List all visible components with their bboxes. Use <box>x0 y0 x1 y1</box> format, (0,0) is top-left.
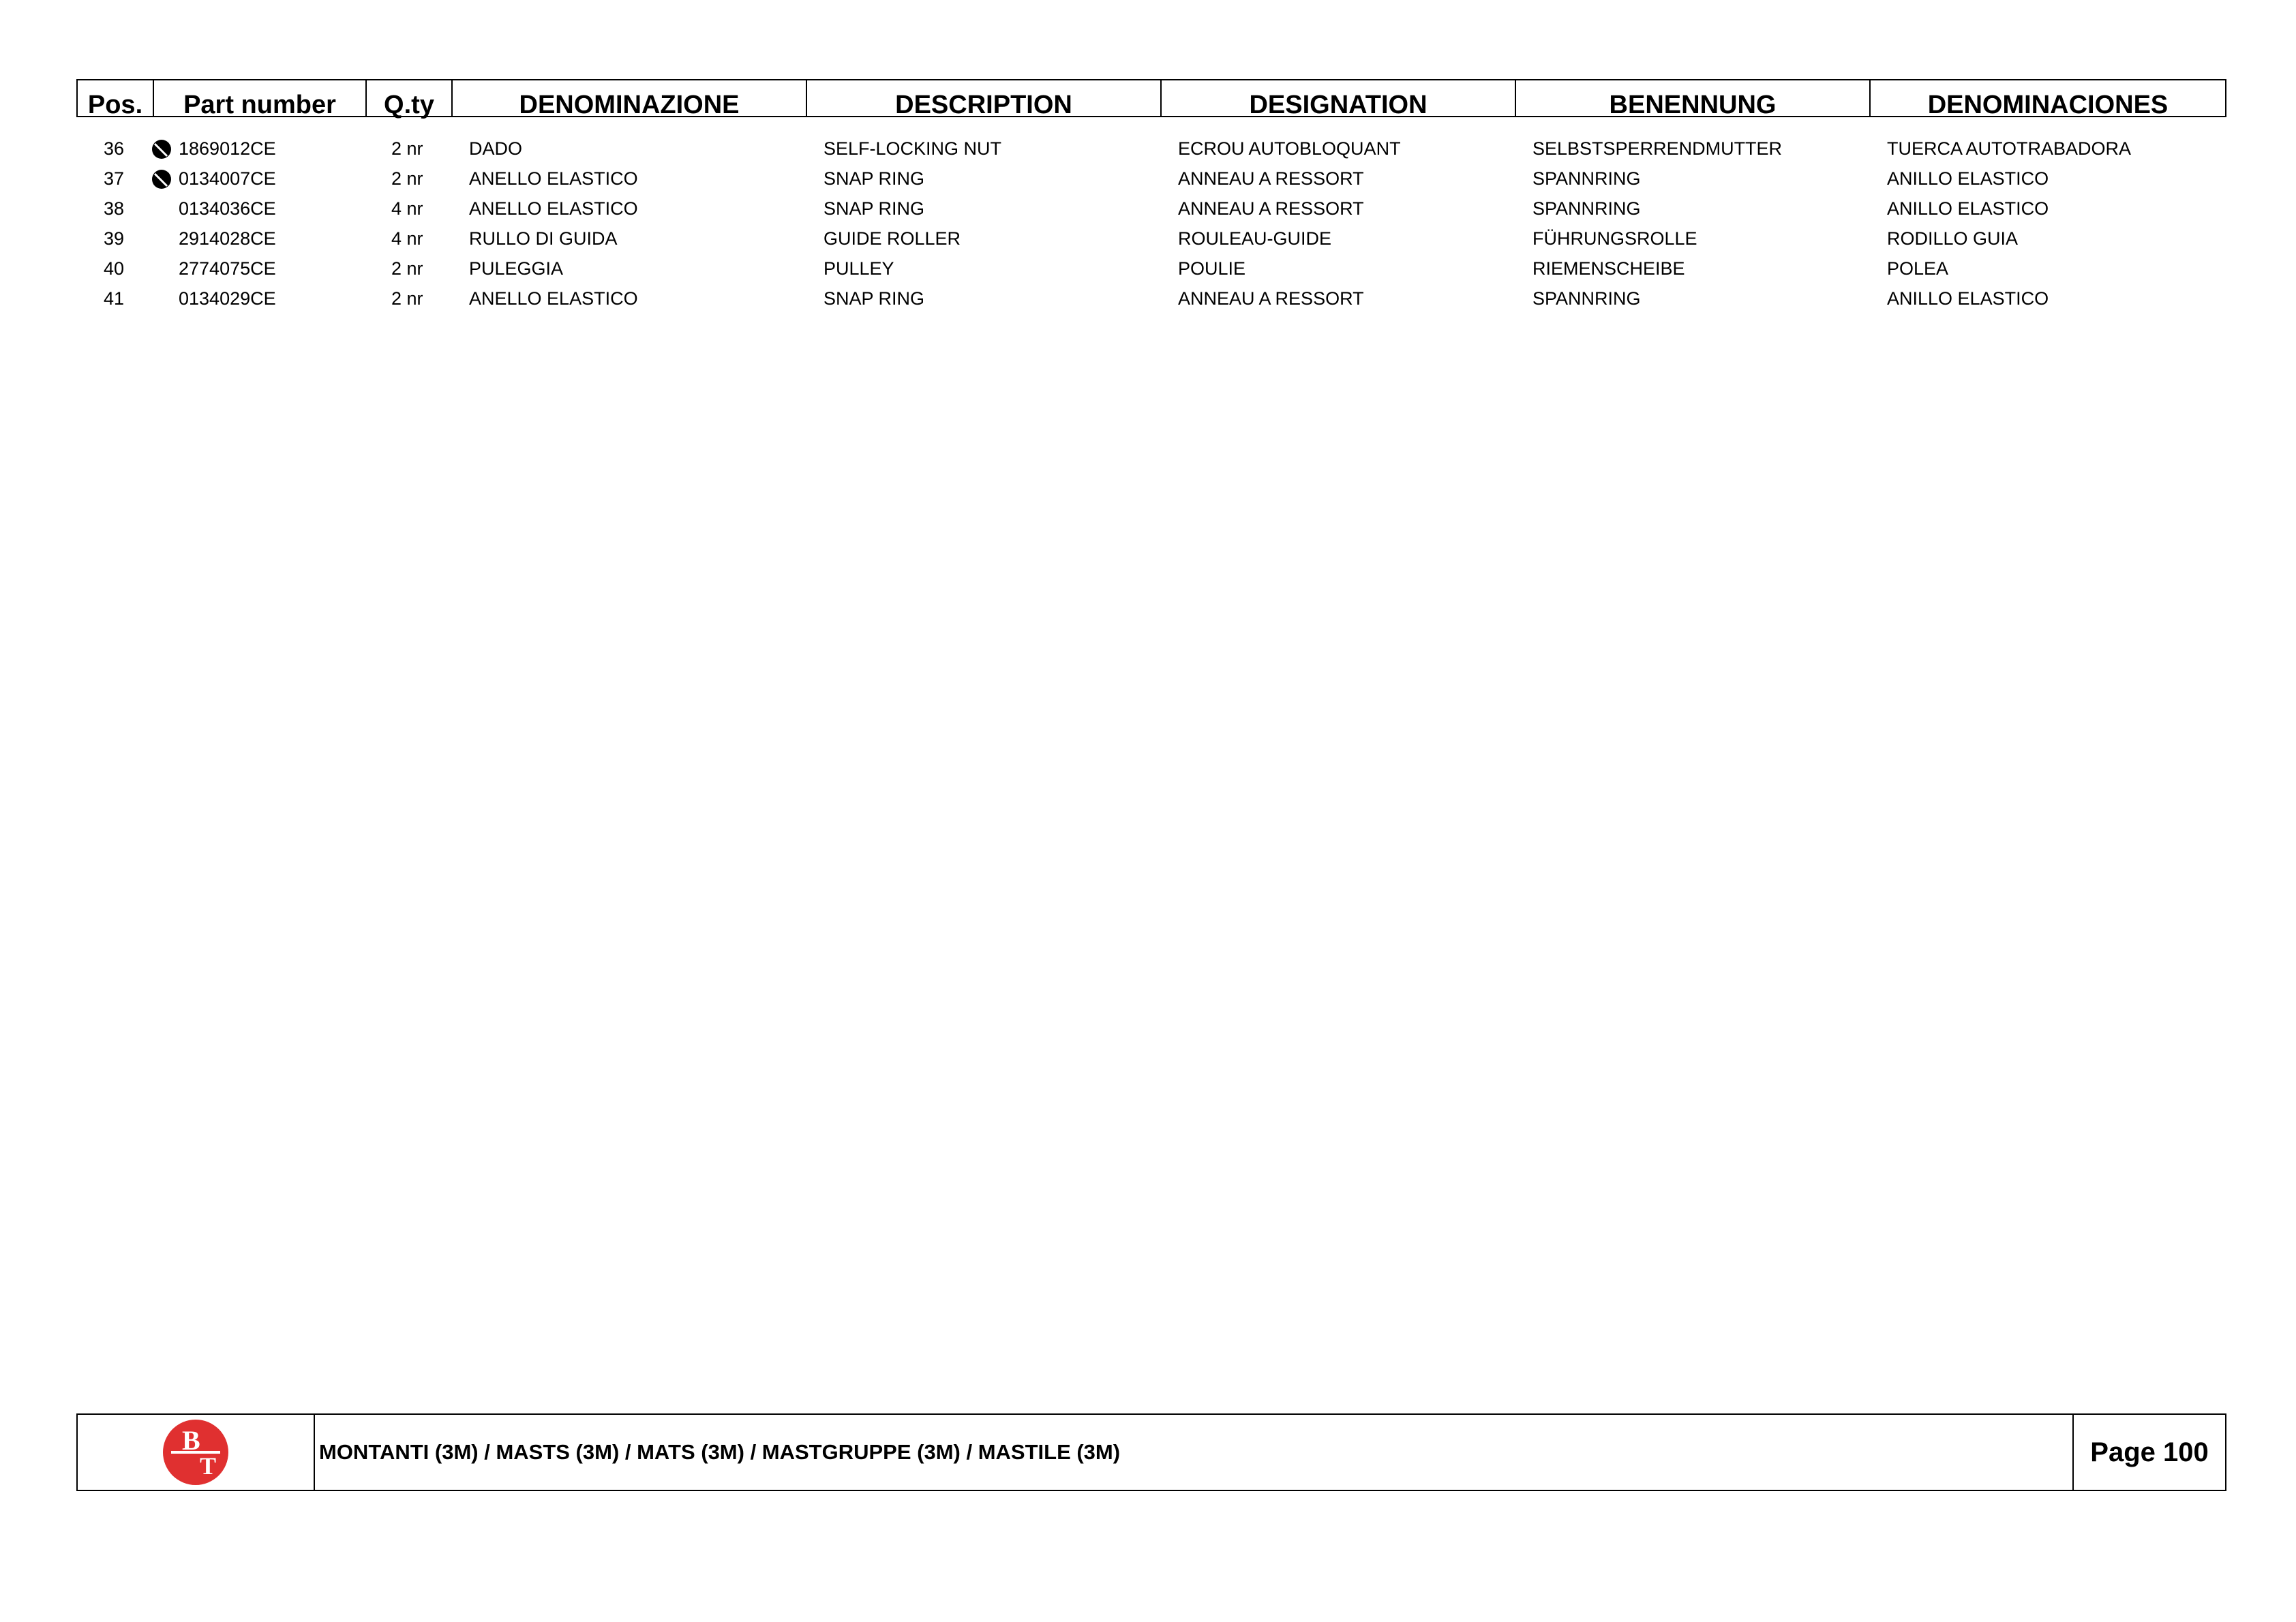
parts-table-header <box>76 79 2226 117</box>
row-spanish: RODILLO GUIA <box>1887 228 2019 249</box>
table-row <box>76 194 2226 224</box>
header-qty: Q.ty <box>367 80 453 116</box>
row-english: SNAP RING <box>824 288 925 309</box>
row-italian: DADO <box>469 138 523 159</box>
row-english: PULLEY <box>824 258 894 279</box>
replacement-mark-icon <box>151 138 172 159</box>
row-pos: 41 <box>104 288 125 309</box>
row-spanish: ANILLO ELASTICO <box>1887 168 2049 189</box>
table-row <box>76 284 2226 313</box>
header-part-number: Part number <box>154 80 367 116</box>
row-french: ANNEAU A RESSORT <box>1178 288 1364 309</box>
page-number: Page 100 <box>2090 1437 2209 1467</box>
header-spanish: DENOMINACIONES <box>1927 91 2169 119</box>
row-pos: 40 <box>104 258 125 279</box>
header-french: DESIGNATION <box>1162 80 1516 116</box>
row-qty: 4 nr <box>391 198 423 219</box>
row-pos: 37 <box>104 168 125 189</box>
header-italian: DENOMINAZIONE <box>453 80 807 116</box>
row-english: GUIDE ROLLER <box>824 228 961 249</box>
row-italian: PULEGGIA <box>469 258 564 279</box>
row-german: FÜHRUNGSROLLE <box>1532 228 1697 249</box>
row-english: SNAP RING <box>824 168 925 189</box>
table-row <box>76 134 2226 164</box>
row-spanish: POLEA <box>1887 258 1949 279</box>
footer-title: MONTANTI (3M) / MASTS (3M) / MATS (3M) / MASTGRUPPE (3M) / MASTILE (3M) <box>315 1415 2074 1490</box>
row-pos: 36 <box>104 138 125 159</box>
bt-logo-icon <box>162 1418 230 1486</box>
row-spanish: ANILLO ELASTICO <box>1887 198 2049 219</box>
row-french: ANNEAU A RESSORT <box>1178 198 1364 219</box>
table-row <box>76 254 2226 284</box>
row-german: SPANNRING <box>1532 288 1641 309</box>
row-french: POULIE <box>1178 258 1246 279</box>
row-french: ECROU AUTOBLOQUANT <box>1178 138 1401 159</box>
row-italian: ANELLO ELASTICO <box>469 168 638 189</box>
table-row <box>76 164 2226 194</box>
row-german: SELBSTSPERRENDMUTTER <box>1532 138 1783 159</box>
bt-logo <box>78 1415 315 1490</box>
row-qty: 4 nr <box>391 228 423 249</box>
row-italian: ANELLO ELASTICO <box>469 288 638 309</box>
row-part-number: 1869012CE <box>179 138 276 159</box>
row-french: ROULEAU-GUIDE <box>1178 228 1332 249</box>
row-italian: ANELLO ELASTICO <box>469 198 638 219</box>
row-part-number: 2774075CE <box>179 258 276 279</box>
page-footer <box>76 1413 2226 1491</box>
svg-text:B: B <box>182 1425 200 1456</box>
row-english: SELF-LOCKING NUT <box>824 138 1002 159</box>
row-qty: 2 nr <box>391 138 423 159</box>
row-qty: 2 nr <box>391 288 423 309</box>
row-german: RIEMENSCHEIBE <box>1532 258 1685 279</box>
parts-table-body <box>76 134 2226 313</box>
row-part-number: 0134029CE <box>179 288 276 309</box>
row-part-number: 2914028CE <box>179 228 276 249</box>
header-english: DESCRIPTION <box>807 80 1162 116</box>
row-pos: 38 <box>104 198 125 219</box>
row-italian: RULLO DI GUIDA <box>469 228 618 249</box>
row-spanish: ANILLO ELASTICO <box>1887 288 2049 309</box>
svg-text:T: T <box>200 1452 217 1480</box>
row-qty: 2 nr <box>391 168 423 189</box>
row-part-number: 0134036CE <box>179 198 276 219</box>
row-spanish: TUERCA AUTOTRABADORA <box>1887 138 2132 159</box>
row-german: SPANNRING <box>1532 198 1641 219</box>
row-french: ANNEAU A RESSORT <box>1178 168 1364 189</box>
header-pos: Pos. <box>78 80 154 116</box>
row-pos: 39 <box>104 228 125 249</box>
row-part-number: 0134007CE <box>179 168 276 189</box>
row-english: SNAP RING <box>824 198 925 219</box>
row-qty: 2 nr <box>391 258 423 279</box>
header-german: BENENNUNG <box>1516 80 1871 116</box>
row-german: SPANNRING <box>1532 168 1641 189</box>
table-row <box>76 224 2226 254</box>
replacement-mark-icon <box>151 168 172 189</box>
